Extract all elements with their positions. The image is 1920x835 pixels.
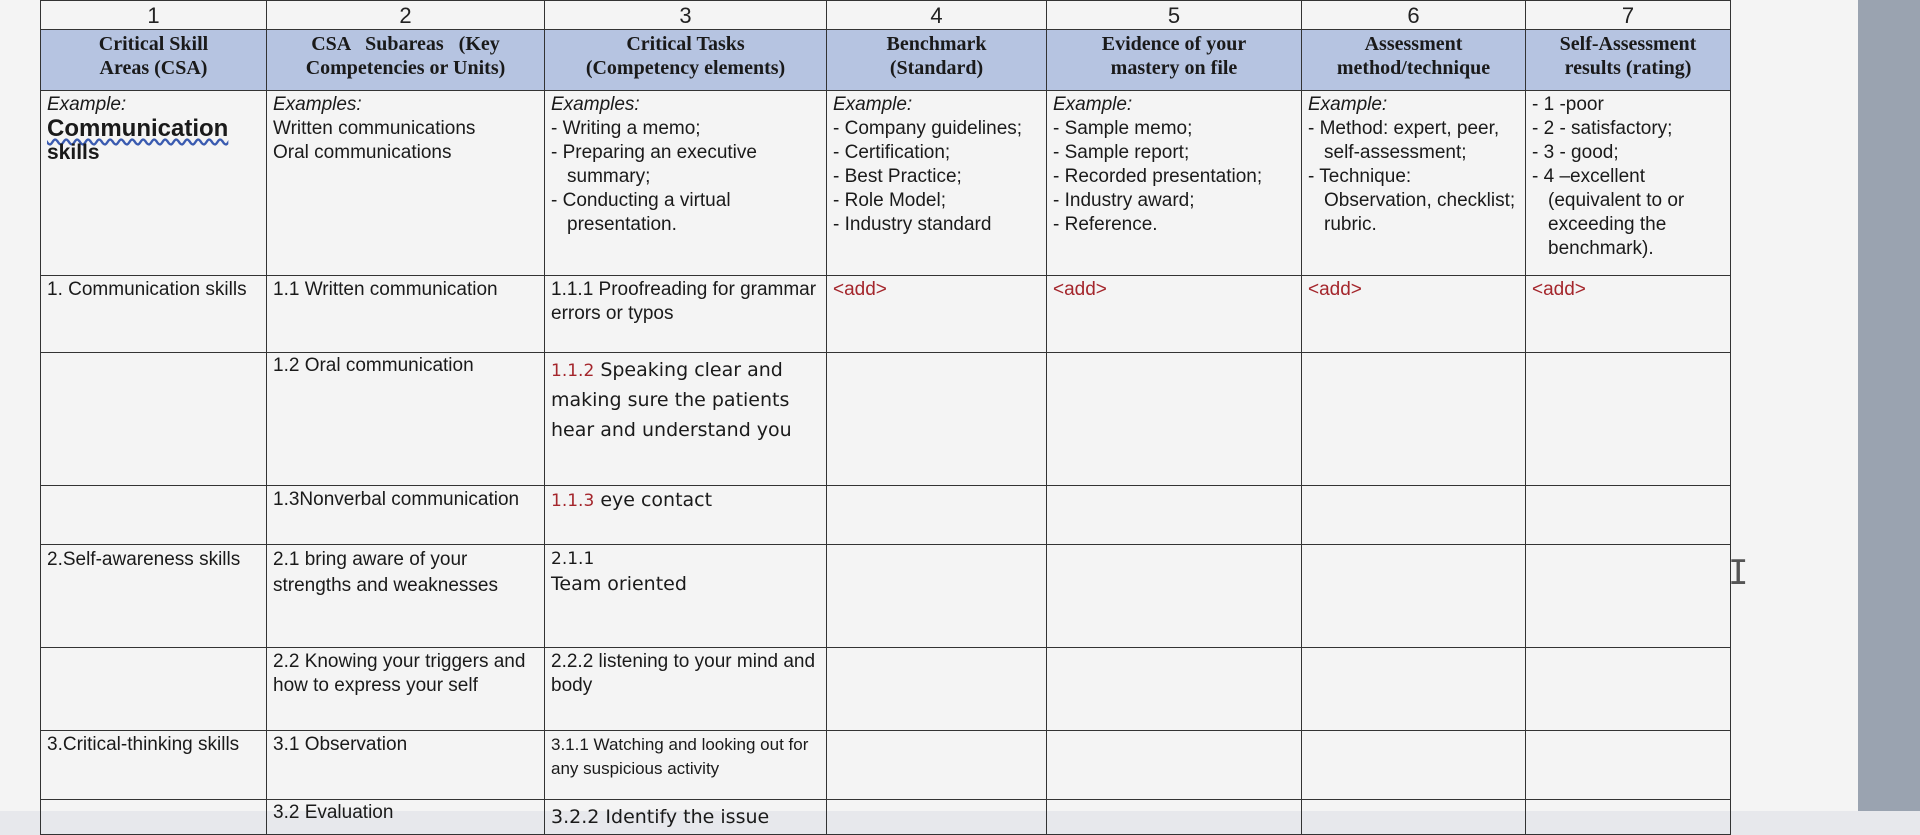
benchmark-cell[interactable] [827, 486, 1047, 545]
column-number: 7 [1526, 1, 1731, 30]
evidence-cell[interactable] [1047, 800, 1302, 835]
csa-cell[interactable] [41, 486, 267, 545]
subarea-cell[interactable]: 3.1 Observation [267, 731, 545, 800]
example-row [41, 91, 1731, 276]
benchmark-cell[interactable] [827, 731, 1047, 800]
task-cell[interactable]: 3.1.1 Watching and looking out for any suspicious activity [545, 731, 827, 800]
column-number: 5 [1047, 1, 1302, 30]
header-benchmark: Benchmark (Standard) [827, 30, 1047, 91]
assessment-cell[interactable]: <add> [1302, 276, 1526, 353]
example-tasks-cell[interactable]: Examples: - Writing a memo; - Preparing an executive summary; - Conducting a virtual presentation. [545, 91, 827, 276]
evidence-cell[interactable] [1047, 648, 1302, 731]
column-number: 2 [267, 1, 545, 30]
subarea-cell[interactable]: 1.3Nonverbal communication [267, 486, 545, 545]
subarea-cell[interactable]: 1.1 Written communication [267, 276, 545, 353]
header-csa: Critical Skill Areas (CSA) [41, 30, 267, 91]
column-number: 1 [41, 1, 267, 30]
rating-cell[interactable]: <add> [1526, 276, 1731, 353]
assessment-cell[interactable] [1302, 353, 1526, 486]
task-cell[interactable]: 2.1.1 Team oriented [545, 545, 827, 648]
rating-cell[interactable] [1526, 800, 1731, 835]
rating-cell[interactable] [1526, 486, 1731, 545]
task-cell[interactable]: 3.2.2 Identify the issue [545, 800, 827, 835]
subarea-cell[interactable]: 2.2 Knowing your triggers and how to express your self [267, 648, 545, 731]
subarea-cell[interactable]: 3.2 Evaluation [267, 800, 545, 835]
example-assessment-cell[interactable]: Example: - Method: expert, peer, self-assessment; - Technique: Observation, checklist; rubric. [1302, 91, 1526, 276]
table-row [41, 545, 1731, 648]
table-row [41, 648, 1731, 731]
header-row [41, 30, 1731, 91]
text-cursor-icon: I [1728, 553, 1749, 593]
csa-cell[interactable]: 2.Self-awareness skills [41, 545, 267, 648]
csa-cell[interactable]: 1. Communication skills [41, 276, 267, 353]
header-subareas: CSA Subareas (Key Competencies or Units) [267, 30, 545, 91]
header-critical-tasks: Critical Tasks (Competency elements) [545, 30, 827, 91]
table-row [41, 800, 1731, 835]
assessment-cell[interactable] [1302, 648, 1526, 731]
example-evidence-cell[interactable]: Example: - Sample memo; - Sample report; - Recorded presentation; - Industry award; - Reference. [1047, 91, 1302, 276]
evidence-cell[interactable] [1047, 731, 1302, 800]
benchmark-cell[interactable] [827, 545, 1047, 648]
column-number-row [41, 1, 1731, 30]
csa-cell[interactable]: 3.Critical-thinking skills [41, 731, 267, 800]
header-self-assessment: Self-Assessment results (rating) [1526, 30, 1731, 91]
header-evidence: Evidence of your mastery on file [1047, 30, 1302, 91]
example-benchmark-cell[interactable]: Example: - Company guidelines; - Certification; - Best Practice; - Role Model; - Industry standard [827, 91, 1047, 276]
column-number: 4 [827, 1, 1047, 30]
csa-cell[interactable] [41, 353, 267, 486]
column-number: 3 [545, 1, 827, 30]
task-cell[interactable]: 1.1.1 Proofreading for grammar errors or typos [545, 276, 827, 353]
evidence-cell[interactable] [1047, 486, 1302, 545]
table-row [41, 353, 1731, 486]
csa-cell[interactable] [41, 800, 267, 835]
benchmark-cell[interactable]: <add> [827, 276, 1047, 353]
assessment-cell[interactable] [1302, 800, 1526, 835]
header-assessment: Assessment method/technique [1302, 30, 1526, 91]
subarea-cell[interactable]: 2.1 bring aware of your strengths and weaknesses [267, 545, 545, 648]
benchmark-cell[interactable] [827, 648, 1047, 731]
task-cell[interactable]: 2.2.2 listening to your mind and body [545, 648, 827, 731]
example-subareas-cell[interactable]: Examples: Written communications Oral communications [267, 91, 545, 276]
example-csa-cell[interactable]: Example: Communication skills [41, 91, 267, 276]
table-row [41, 276, 1731, 353]
window-edge [1858, 0, 1920, 811]
rating-cell[interactable] [1526, 353, 1731, 486]
benchmark-cell[interactable] [827, 800, 1047, 835]
benchmark-cell[interactable] [827, 353, 1047, 486]
rating-cell[interactable] [1526, 648, 1731, 731]
task-cell[interactable]: 1.1.2 Speaking clear and making sure the patients hear and understand you [545, 353, 827, 486]
evidence-cell[interactable] [1047, 353, 1302, 486]
evidence-cell[interactable] [1047, 545, 1302, 648]
assessment-cell[interactable] [1302, 486, 1526, 545]
table-row [41, 486, 1731, 545]
column-number: 6 [1302, 1, 1526, 30]
subarea-cell[interactable]: 1.2 Oral communication [267, 353, 545, 486]
table-row [41, 731, 1731, 800]
skills-table [40, 0, 1731, 835]
rating-cell[interactable] [1526, 731, 1731, 800]
evidence-cell[interactable]: <add> [1047, 276, 1302, 353]
assessment-cell[interactable] [1302, 545, 1526, 648]
example-rating-cell[interactable]: - 1 -poor - 2 - satisfactory; - 3 - good; - 4 –excellent (equivalent to or exceeding the benchmark). [1526, 91, 1731, 276]
assessment-cell[interactable] [1302, 731, 1526, 800]
task-cell[interactable]: 1.1.3 eye contact [545, 486, 827, 545]
csa-cell[interactable] [41, 648, 267, 731]
rating-cell[interactable] [1526, 545, 1731, 648]
